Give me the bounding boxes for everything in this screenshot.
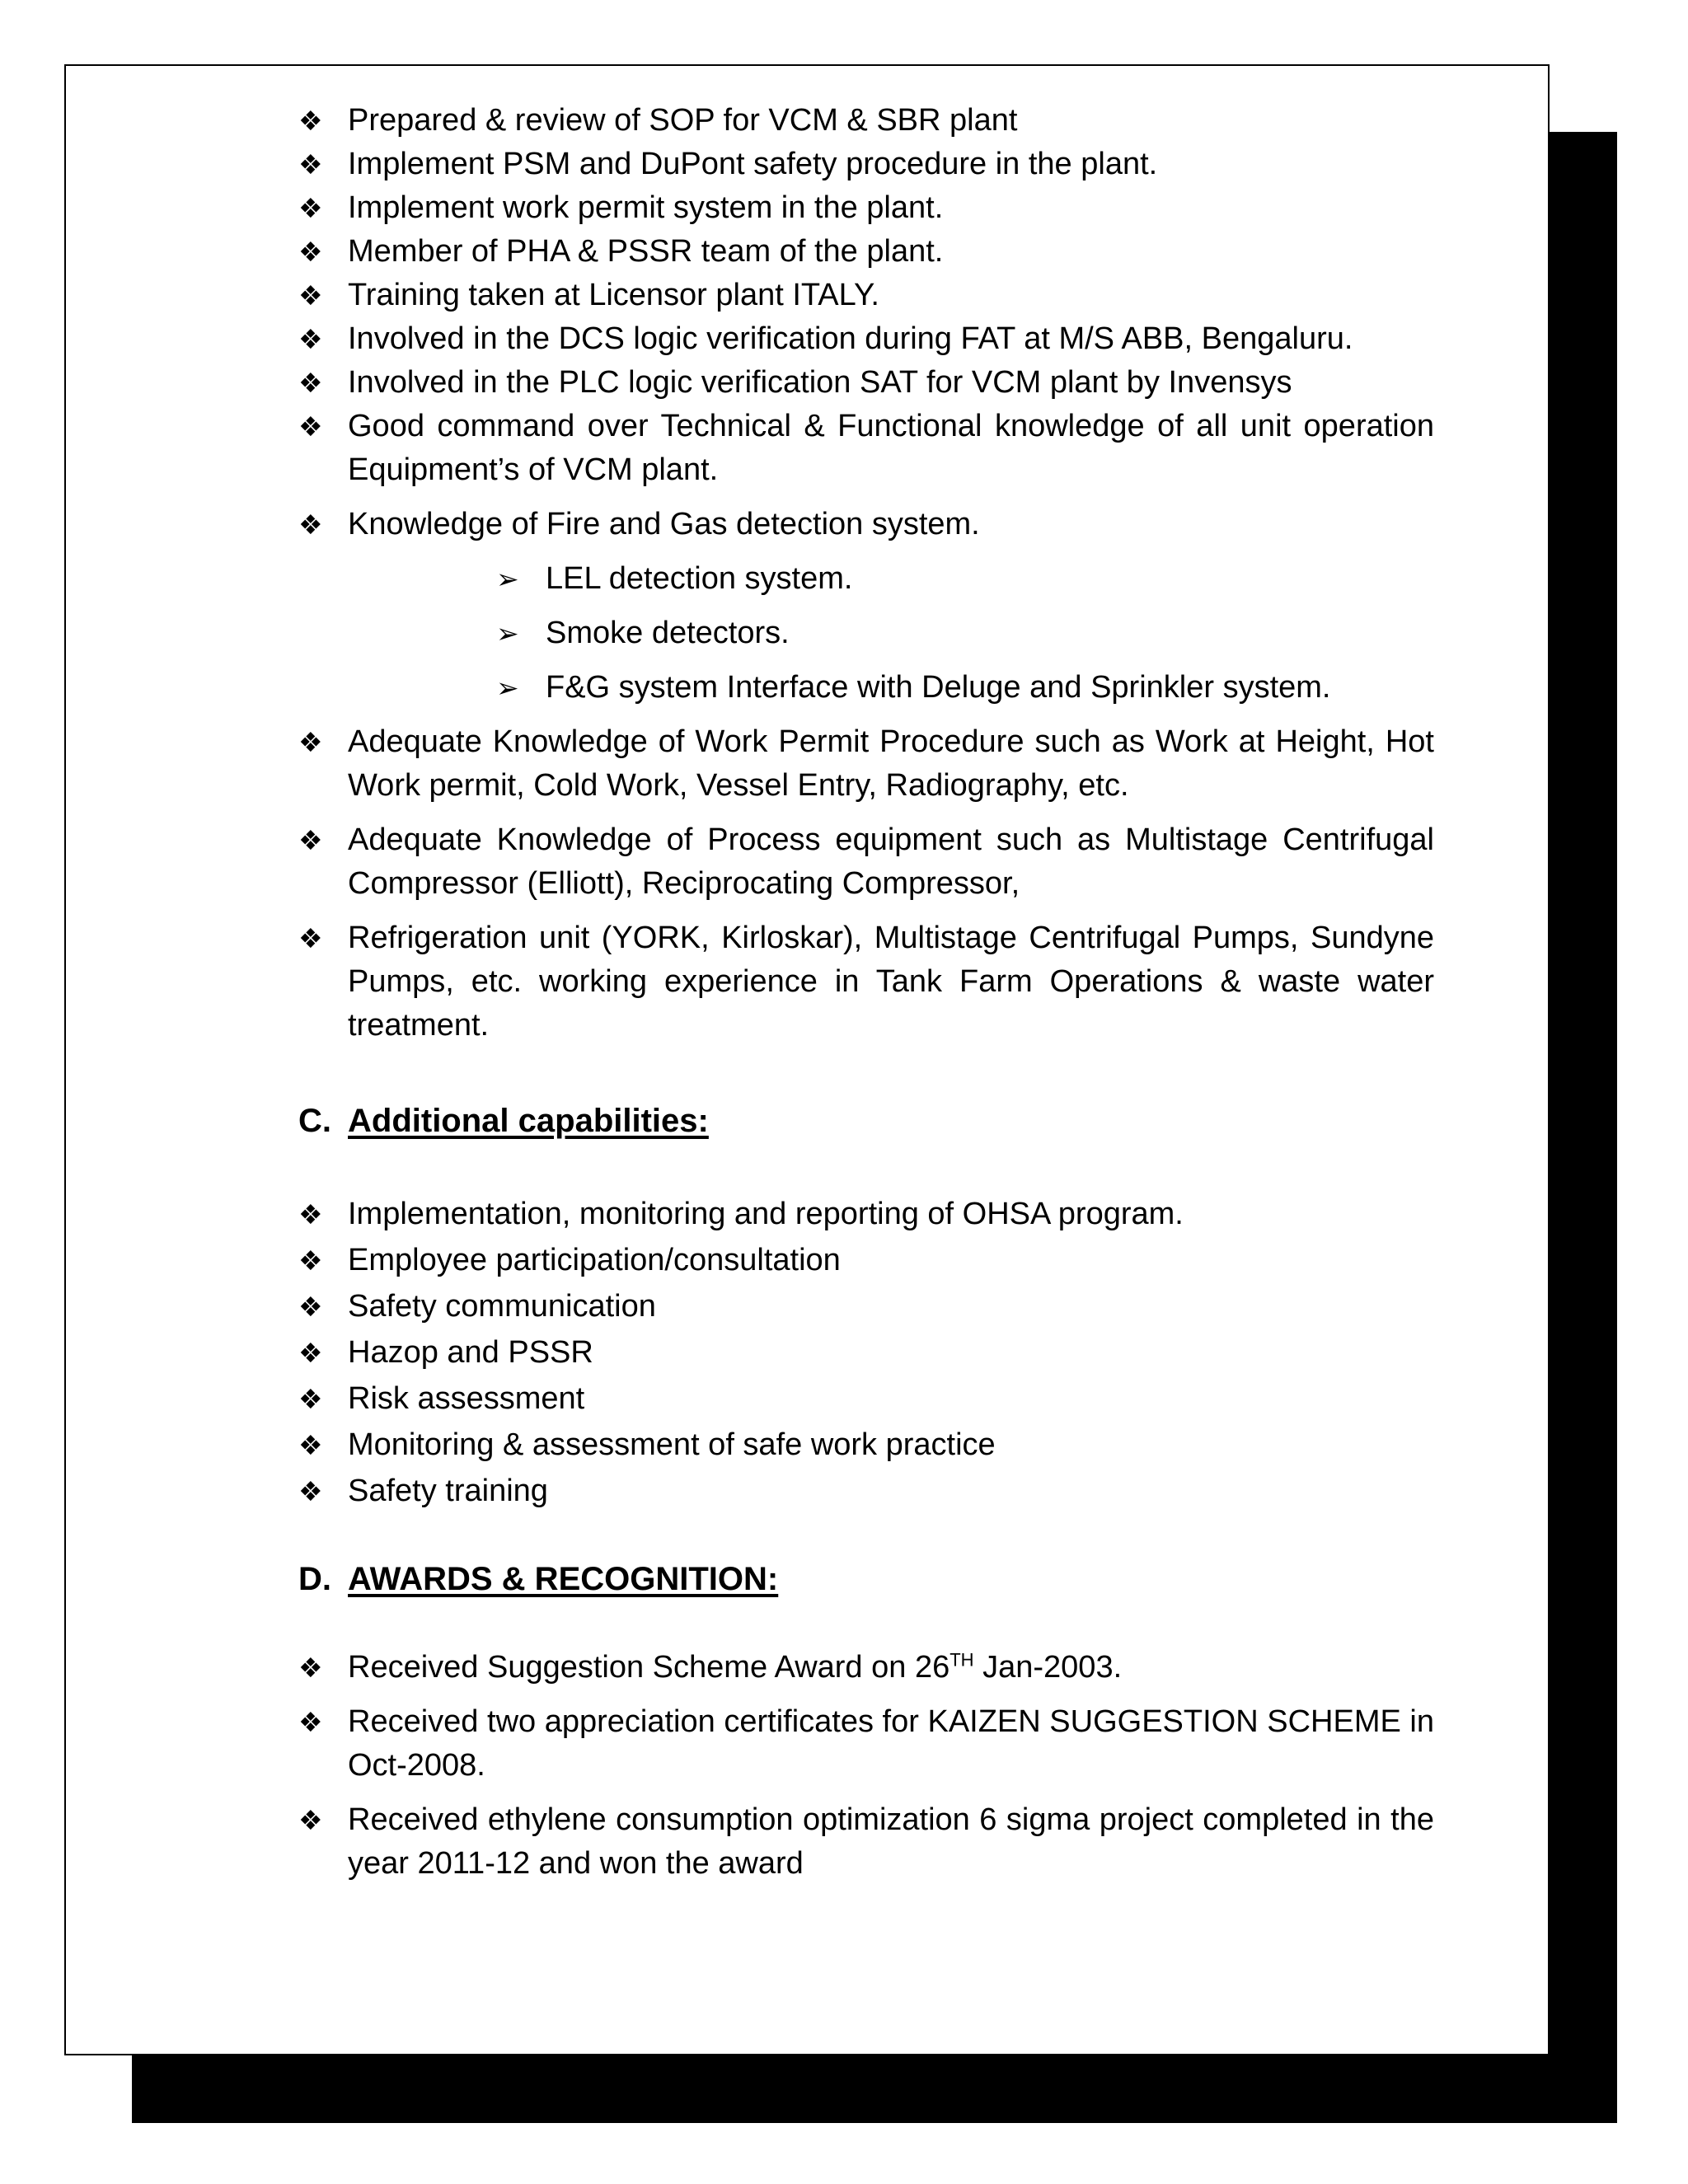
diamond-bullet-icon: ❖ xyxy=(298,509,323,541)
diamond-bullet-icon: ❖ xyxy=(298,1706,323,1738)
diamond-bullet-icon: ❖ xyxy=(298,192,323,224)
arrow-bullet-icon: ➢ xyxy=(496,617,519,649)
list-item: ❖ Implementation, monitoring and reporting of OHSA program. xyxy=(298,1193,1434,1236)
list-item: ❖ Safety communication xyxy=(298,1285,1434,1329)
awards-list xyxy=(298,1646,1434,1886)
diamond-bullet-icon: ❖ xyxy=(298,105,323,137)
list-item: ❖ Good command over Technical & Functional knowledge of all unit operation Equipment’s of VCM plant. xyxy=(298,405,1434,492)
list-item-fire-gas: ❖ Knowledge of Fire and Gas detection system. xyxy=(298,503,1434,546)
sub-list-item: ➢ Smoke detectors. xyxy=(298,612,1434,655)
list-item: ❖ Received Suggestion Scheme Award on 26TH Jan-2003. xyxy=(298,1646,1434,1690)
diamond-bullet-icon: ❖ xyxy=(298,323,323,355)
diamond-bullet-icon: ❖ xyxy=(298,236,323,268)
list-item: ❖ Monitoring & assessment of safe work practice xyxy=(298,1423,1434,1467)
diamond-bullet-icon: ❖ xyxy=(298,922,323,954)
diamond-bullet-icon: ❖ xyxy=(298,1291,323,1323)
diamond-bullet-icon: ❖ xyxy=(298,1804,323,1836)
list-item: ❖ Involved in the DCS logic verification during FAT at M/S ABB, Bengaluru. xyxy=(298,317,1434,361)
list-item: ❖ Hazop and PSSR xyxy=(298,1331,1434,1375)
list-item: ❖ Prepared & review of SOP for VCM & SBR plant xyxy=(298,99,1434,143)
diamond-bullet-icon: ❖ xyxy=(298,1198,323,1230)
list-item: ❖ Adequate Knowledge of Process equipment such as Multistage Centrifugal Compressor (Elliott), Reciprocating Compressor, xyxy=(298,818,1434,906)
document-content xyxy=(298,99,1434,1886)
diamond-bullet-icon: ❖ xyxy=(298,279,323,312)
arrow-bullet-icon: ➢ xyxy=(496,672,519,704)
diamond-bullet-icon: ❖ xyxy=(298,1475,323,1507)
list-item: ❖ Implement work permit system in the plant. xyxy=(298,186,1434,230)
list-item: ❖ Received ethylene consumption optimization 6 sigma project completed in the year 2011-12 and won the award xyxy=(298,1798,1434,1886)
list-item: ❖ Involved in the PLC logic verification SAT for VCM plant by Invensys xyxy=(298,361,1434,405)
section-heading-additional-capabilities: C. Additional capabilities: xyxy=(298,1103,709,1139)
sub-list-item: ➢ F&G system Interface with Deluge and Sprinkler system. xyxy=(298,666,1434,710)
diamond-bullet-icon: ❖ xyxy=(298,148,323,180)
list-item: ❖ Member of PHA & PSSR team of the plant. xyxy=(298,230,1434,274)
list-item: ❖ Adequate Knowledge of Work Permit Procedure such as Work at Height, Hot Work permit, Cold Work, Vessel Entry, Radiography, etc. xyxy=(298,720,1434,808)
diamond-bullet-icon: ❖ xyxy=(298,1244,323,1277)
diamond-bullet-icon: ❖ xyxy=(298,1652,323,1684)
arrow-bullet-icon: ➢ xyxy=(496,563,519,595)
list-item: ❖ Employee participation/consultation xyxy=(298,1239,1434,1282)
diamond-bullet-icon: ❖ xyxy=(298,367,323,399)
capabilities-list xyxy=(298,1193,1434,1513)
diamond-bullet-icon: ❖ xyxy=(298,1429,323,1461)
section-heading-awards: D. AWARDS & RECOGNITION: xyxy=(298,1561,779,1597)
list-item: ❖ Risk assessment xyxy=(298,1377,1434,1421)
list-item: ❖ Safety training xyxy=(298,1469,1434,1513)
list-item: ❖ Received two appreciation certificates for KAIZEN SUGGESTION SCHEME in Oct-2008. xyxy=(298,1700,1434,1788)
sub-list-item: ➢ LEL detection system. xyxy=(298,557,1434,601)
diamond-bullet-icon: ❖ xyxy=(298,1383,323,1415)
document-page xyxy=(64,64,1550,2055)
list-item: ❖ Training taken at Licensor plant ITALY. xyxy=(298,274,1434,317)
list-item: ❖ Implement PSM and DuPont safety procedure in the plant. xyxy=(298,143,1434,186)
diamond-bullet-icon: ❖ xyxy=(298,410,323,443)
diamond-bullet-icon: ❖ xyxy=(298,1337,323,1369)
diamond-bullet-icon: ❖ xyxy=(298,726,323,758)
list-item: ❖ Refrigeration unit (YORK, Kirloskar), Multistage Centrifugal Pumps, Sundyne Pumps, etc. working experience in Tank Farm Operations & waste water treatment. xyxy=(298,916,1434,1047)
diamond-bullet-icon: ❖ xyxy=(298,824,323,856)
